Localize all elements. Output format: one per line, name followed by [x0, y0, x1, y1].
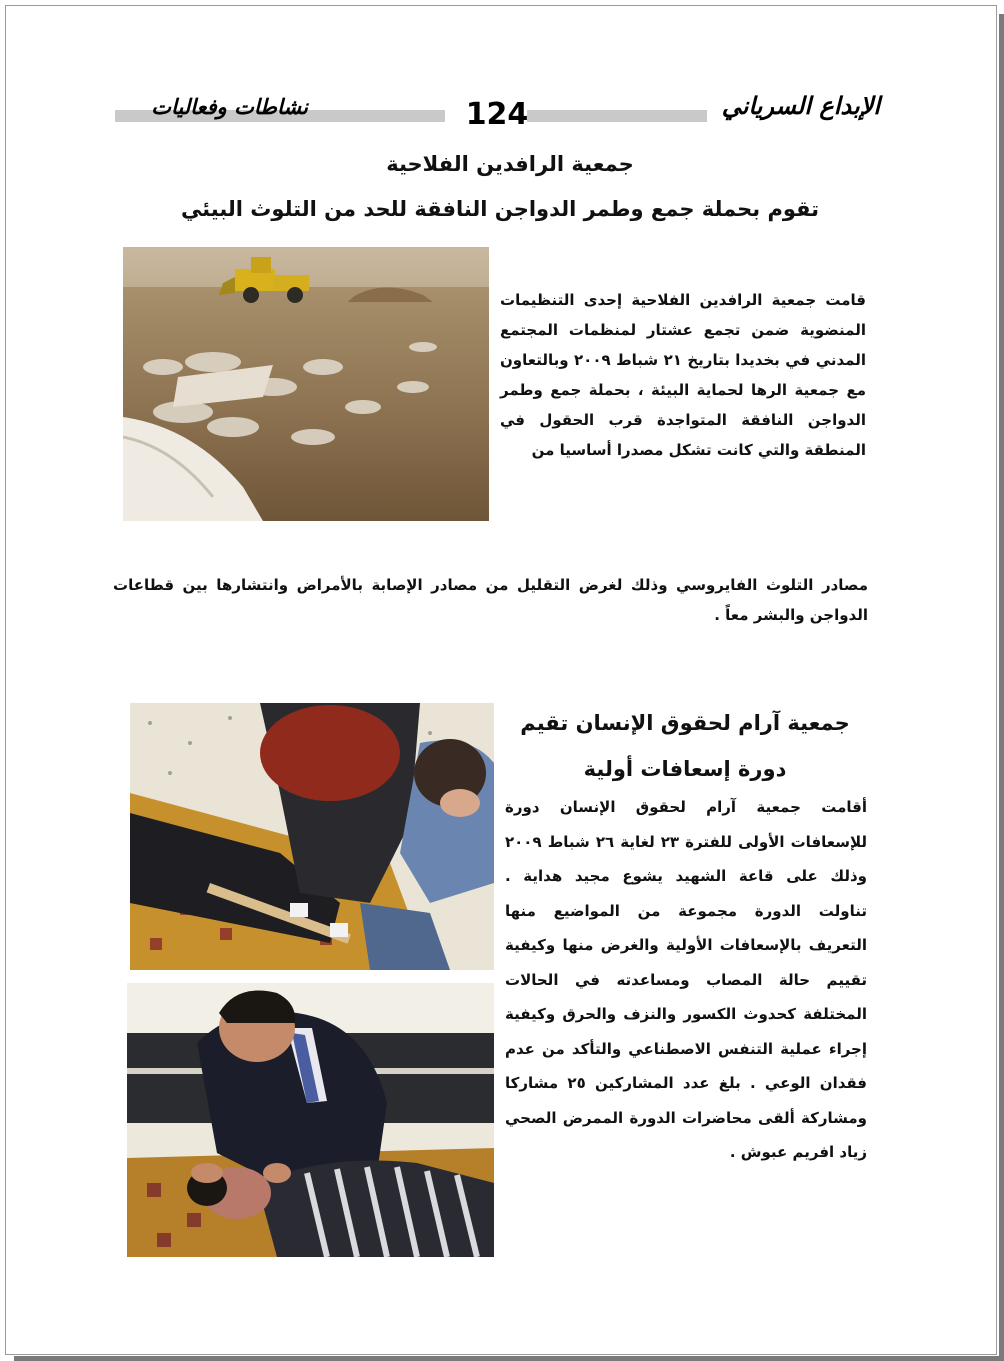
article2-title-line2: دورة إسعافات أولية [583, 757, 787, 781]
photo-bulldozer-field [123, 247, 489, 521]
article2-body [505, 790, 867, 1170]
page-shadow-bottom [14, 1356, 1004, 1361]
article2-paragraph: أقامت جمعية آرام لحقوق الإنسان دورة للإسعافات الأولى للفترة ٢٣ لغاية ٢٦ شباط ٢٠٠٩ وذلك على قاعة الشهيد يشوع مجيد هداية . تناولت الدورة مجموعة من المواضيع منها التعريف بالإسعافات الأولية والغرض منها وكيفية تقييم حالة المصاب ومساعدته في الحالات المختلفة كحدوث الكسور والنزف والحرق وكيفية إجراء عملية التنفس الاصطناعي والتأكد من عدم فقدان الوعي . بلغ عدد المشاركين ٢٥ مشاركا ومشاركة ألقى محاضرات الدورة الممرض الصحي زياد افريم عبوش . [505, 798, 868, 1161]
page-shadow-right [999, 14, 1004, 1361]
article1-subtitle: تقوم بحملة جمع وطمر الدواجن النافقة للحد من التلوث البيئي [180, 197, 820, 221]
article1-paragraph-continued: مصادر التلوث الفايروسي وذلك لغرض التقليل من مصادر الإصابة بالأمراض وانتشارها بين قطاعات الدواجن والبشر معاً . [113, 576, 868, 624]
article1-column-text [500, 285, 866, 465]
article1-title: جمعية الرافدين الفلاحية [386, 152, 634, 176]
article2-title [505, 700, 865, 792]
header-rule-right [527, 110, 707, 122]
article1-paragraph: قامت جمعية الرافدين الفلاحية إحدى التنظيمات المنضوية ضمن تجمع عشتار لمنظمات المجتمع المدني في بخديدا بتاريخ ٢١ شباط ٢٠٠٩ وبالتعاون مع جمعية الرها لحماية البيئة ، بحملة جمع وطمر الدواجن النافقة المتواجدة قرب الحقول في المنطقة والتي كانت تشكل مصدرا أساسيا من [500, 291, 866, 459]
magazine-name: الإبداع السرياني [721, 92, 880, 120]
photo-first-aid-demonstration [127, 983, 494, 1257]
photo-first-aid-splint [130, 703, 494, 970]
page-number: 124 [465, 97, 529, 132]
article1-full-text [113, 570, 868, 630]
article2-title-line1: جمعية آرام لحقوق الإنسان تقيم [520, 711, 850, 735]
section-title: نشاطات وفعاليات [151, 95, 308, 119]
